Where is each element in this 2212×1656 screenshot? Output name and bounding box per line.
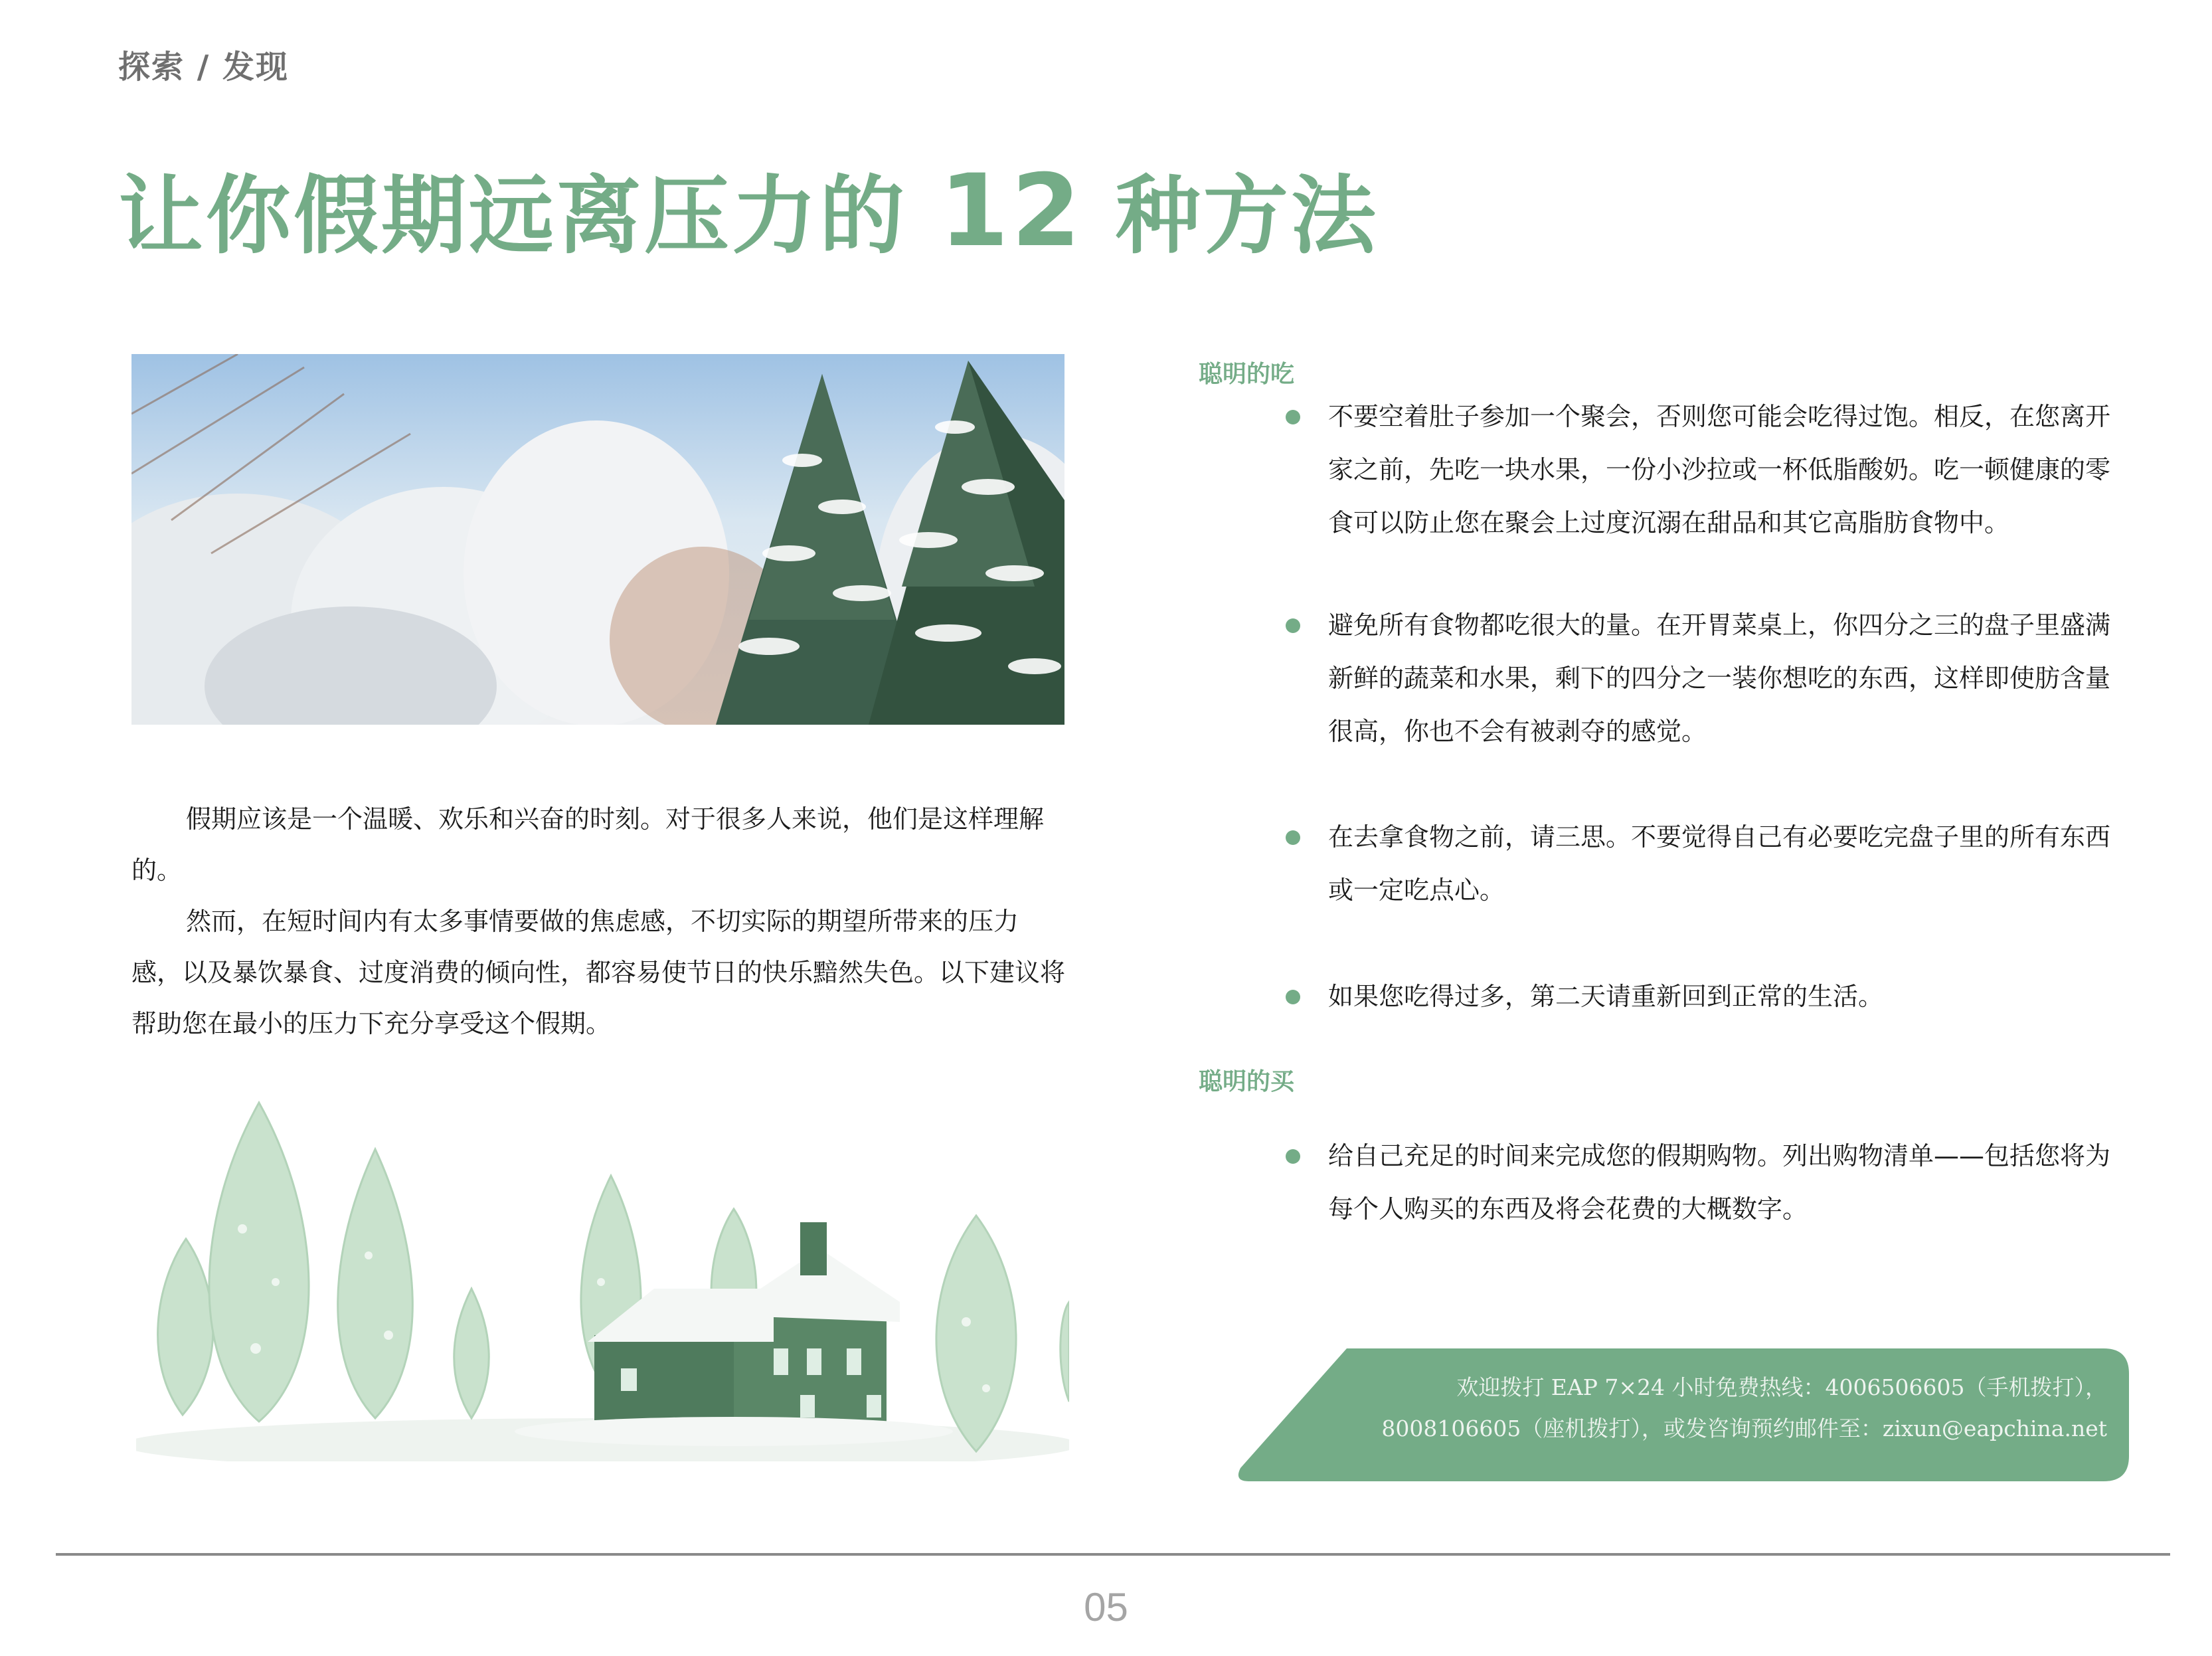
bullet-icon	[1286, 618, 1300, 633]
section-heading-eat: 聪明的吃	[1199, 361, 1295, 388]
list-item	[1286, 970, 2118, 1023]
intro-text	[131, 794, 1068, 1050]
list-item	[1286, 1129, 2118, 1236]
list-item-text: 在去拿食物之前，请三思。不要觉得自己有必要吃完盘子里的所有东西或一定吃点心。	[1328, 822, 2111, 905]
page-number: 05	[1084, 1585, 1128, 1629]
bullet-icon	[1286, 990, 1300, 1004]
footer-divider	[56, 1553, 2170, 1556]
intro-paragraph-2: 然而，在短时间内有太多事情要做的焦虑感，不切实际的期望所带来的压力感，以及暴饮暴食、过度消费的倾向性，都容易使节日的快乐黯然失色。以下建议将帮助您在最小的压力下充分享受这个假期。	[131, 907, 1066, 1038]
title-after: 种方法	[1083, 167, 1379, 266]
winter-forest-photo	[131, 354, 1064, 725]
hotline-text	[1333, 1367, 2107, 1449]
list-item	[1286, 810, 2118, 917]
page-title	[118, 153, 1379, 270]
hotline-line-2: 8008106605（座机拨打），或发咨询预约邮件至：zixun@eapchina.net	[1381, 1416, 2107, 1441]
list-item-text: 不要空着肚子参加一个聚会，否则您可能会吃得过饱。相反，在您离开家之前，先吃一块水果，一份小沙拉或一杯低脂酸奶。吃一顿健康的零食可以防止您在聚会上过度沉溺在甜品和其它高脂肪食物中。	[1328, 402, 2111, 537]
list-item-text: 如果您吃得过多，第二天请重新回到正常的生活。	[1328, 982, 1884, 1011]
section-heading-buy: 聪明的买	[1199, 1068, 1295, 1095]
bullet-icon	[1286, 1149, 1300, 1164]
bullet-icon	[1286, 410, 1300, 424]
title-before: 让你假期远离压力的	[118, 167, 940, 266]
bullet-icon	[1286, 830, 1300, 845]
winter-cottage-illustration	[136, 1083, 1069, 1461]
list-item-text: 避免所有食物都吃很大的量。在开胃菜桌上，你四分之三的盘子里盛满新鲜的蔬菜和水果，剩下的四分之一装你想吃的东西，这样即使肪含量很高，你也不会有被剥夺的感觉。	[1328, 610, 2111, 746]
hotline-line-1: 欢迎拨打 EAP 7×24 小时免费热线：4006506605（手机拨打），	[1456, 1374, 2107, 1400]
list-item	[1286, 390, 2118, 549]
intro-paragraph-1: 假期应该是一个温暖、欢乐和兴奋的时刻。对于很多人来说，他们是这样理解的。	[131, 804, 1045, 885]
title-number: 12	[939, 153, 1084, 269]
section-label: 探索 / 发现	[118, 48, 289, 86]
list-item-text: 给自己充足的时间来完成您的假期购物。列出购物清单——包括您将为每个人购买的东西及将会花费的大概数字。	[1328, 1141, 2111, 1224]
list-item	[1286, 598, 2118, 758]
hotline-box	[1234, 1348, 2129, 1481]
